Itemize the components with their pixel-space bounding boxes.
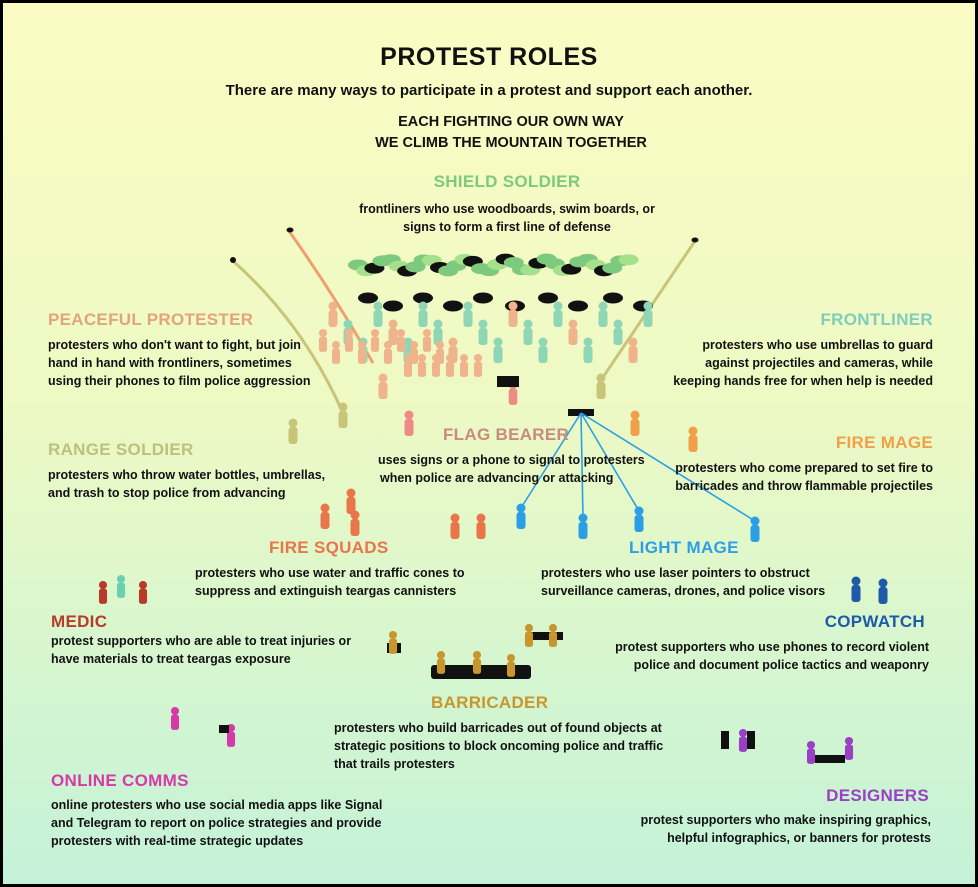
peaceful-figure-head	[397, 329, 405, 337]
copwatch-figure-head	[852, 577, 861, 586]
barricade-block	[531, 632, 563, 640]
designer-figure-body	[845, 745, 853, 760]
role-desc-light-mage	[541, 564, 825, 600]
desc-line: and Telegram to report on police strategies and provide	[51, 816, 382, 830]
role-desc-designers	[641, 811, 931, 847]
barricader-figure-body	[507, 662, 515, 677]
frontliner-umbrella	[358, 293, 378, 304]
peaceful-figure-body	[345, 337, 353, 352]
crowd-figure-head	[434, 320, 443, 329]
desc-line: suppress and extinguish teargas cannisters	[195, 584, 457, 598]
desc-line: police and document police tactics and weaponry	[633, 658, 929, 672]
role-title-peaceful-protester: PEACEFUL PROTESTER	[48, 310, 254, 329]
desc-line: signs to form a first line of defense	[403, 220, 611, 234]
peaceful-figure-head	[446, 354, 454, 362]
crowd-figure-body	[374, 310, 383, 327]
fire-mage-figure-head	[689, 427, 698, 436]
peaceful-protester-figure-body	[379, 382, 388, 399]
desc-line: protest supporters who make inspiring graphics,	[640, 813, 931, 827]
crowd-figure-body	[479, 328, 488, 345]
desc-line: strategic positions to block oncoming police and traffic	[334, 739, 664, 753]
range-soldier-figure-head	[339, 403, 348, 412]
fire-squad-figure-head	[347, 489, 356, 498]
peaceful-figure-body	[423, 337, 431, 352]
desc-line: online protesters who use social media apps like Signal	[51, 798, 383, 812]
fire-mage-figure-body	[689, 435, 698, 452]
barricader-figure-body	[437, 659, 445, 674]
range-soldier-figure-body	[339, 411, 348, 428]
peaceful-figure-body	[474, 362, 482, 377]
role-title-copwatch: COPWATCH	[824, 612, 925, 631]
peaceful-figure-head	[436, 341, 444, 349]
desc-line: when police are advancing or attacking	[380, 471, 614, 485]
crowd-figure-head	[419, 302, 428, 311]
fire-squad-figure-head	[321, 504, 330, 513]
peaceful-figure-head	[423, 329, 431, 337]
desc-line: protesters with real-time strategic updates	[51, 834, 304, 848]
crowd-figure-head	[569, 320, 578, 329]
crowd-figure-head	[644, 302, 653, 311]
frontliner-umbrella	[443, 301, 463, 312]
light-mage-figure-head	[751, 517, 760, 526]
frontliner-umbrella	[383, 301, 403, 312]
barricader-figure-head	[507, 654, 515, 662]
desc-line: protesters who don't want to fight, but join	[48, 338, 301, 352]
peaceful-figure-head	[345, 329, 353, 337]
peaceful-figure-head	[474, 354, 482, 362]
role-desc-barricader	[334, 719, 663, 773]
role-title-barricader: BARRICADER	[431, 693, 549, 712]
crowd-figure-head	[389, 320, 398, 329]
poster	[3, 3, 975, 884]
copwatch-figure-head	[879, 579, 888, 588]
page-title: PROTEST ROLES	[380, 43, 598, 71]
peaceful-protester-figure-head	[379, 374, 388, 383]
crowd-figure-head	[509, 302, 518, 311]
role-desc-fire-mage	[675, 459, 933, 495]
range-soldier-figure-head	[597, 374, 606, 383]
barricader-figure-head	[389, 631, 397, 639]
fire-squad-figure-body	[477, 522, 486, 539]
role-desc-range-soldier	[48, 466, 325, 502]
copwatch-figure-body	[879, 587, 888, 604]
crowd-figure-body	[539, 346, 548, 363]
role-desc-copwatch	[615, 638, 929, 674]
crowd-figure-head	[539, 338, 548, 347]
peaceful-figure-head	[332, 341, 340, 349]
desc-line: surveillance cameras, drones, and police visors	[541, 584, 826, 598]
pole-tip	[692, 238, 699, 243]
role-title-shield-soldier: SHIELD SOLDIER	[433, 172, 581, 191]
light-mage-figure-body	[635, 515, 644, 532]
desc-line: have materials to treat teargas exposure	[51, 652, 291, 666]
desc-line: and trash to stop police from advancing	[48, 486, 286, 500]
peaceful-figure-body	[446, 362, 454, 377]
crowd-figure-body	[329, 310, 338, 327]
peaceful-figure-body	[384, 349, 392, 364]
frontliner-umbrella	[538, 293, 558, 304]
desc-line: protesters who come prepared to set fire to	[675, 461, 933, 475]
crowd-figure-head	[584, 338, 593, 347]
crowd-figure-head	[479, 320, 488, 329]
crowd-figure-head	[599, 302, 608, 311]
role-desc-online-comms	[51, 796, 382, 850]
desc-line: protesters who use laser pointers to obstruct	[541, 566, 810, 580]
banner-board	[815, 755, 845, 763]
peaceful-figure-body	[332, 349, 340, 364]
crowd-figure-body	[494, 346, 503, 363]
online-comms-figure-head	[171, 707, 179, 715]
medic-figure-head	[117, 575, 125, 583]
desc-line: against projectiles and cameras, while	[705, 356, 933, 370]
crowd-figure-body	[629, 346, 638, 363]
role-desc-shield-soldier	[3, 200, 975, 236]
crowd-figure-body	[419, 310, 428, 327]
crowd-figure-head	[464, 302, 473, 311]
desc-line: protesters who use umbrellas to guard	[702, 338, 933, 352]
shield-umbrella	[619, 254, 639, 265]
role-title-medic: MEDIC	[51, 612, 108, 631]
role-title-online-comms: ONLINE COMMS	[51, 771, 189, 790]
peaceful-figure-body	[404, 362, 412, 377]
medic-figure-body	[99, 589, 107, 604]
desc-line: protesters who use water and traffic cones to	[195, 566, 465, 580]
desc-line: uses signs or a phone to signal to protesters	[378, 453, 645, 467]
role-title-light-mage: LIGHT MAGE	[629, 538, 739, 557]
designer-figure-body	[807, 749, 815, 764]
peaceful-protester-figure-head	[405, 411, 414, 420]
crowd-figure-head	[374, 302, 383, 311]
peaceful-figure-head	[319, 329, 327, 337]
fire-squad-figure-body	[351, 519, 360, 536]
barricader-figure-head	[549, 624, 557, 632]
online-comms-figure-body	[227, 732, 235, 747]
range-soldier-figure-head	[289, 419, 298, 428]
flag-sign	[497, 376, 519, 387]
crowd-figure-head	[329, 302, 338, 311]
motto-line-2: WE CLIMB THE MOUNTAIN TOGETHER	[375, 135, 647, 151]
crowd-figure-body	[614, 328, 623, 345]
barricader-figure-body	[525, 632, 533, 647]
barricader-figure-head	[525, 624, 533, 632]
copwatch-figure-body	[852, 585, 861, 602]
peaceful-figure-head	[404, 354, 412, 362]
role-title-flag-bearer: FLAG BEARER	[443, 425, 570, 444]
role-desc-frontliner	[673, 336, 933, 390]
peaceful-figure-body	[358, 349, 366, 364]
crowd-figure-body	[584, 346, 593, 363]
desc-line: protest supporters who use phones to record violent	[615, 640, 929, 654]
crowd-figure-body	[524, 328, 533, 345]
medic-figure-head	[99, 581, 107, 589]
crowd-figure-body	[599, 310, 608, 327]
banner-pole	[747, 731, 755, 749]
role-title-frontliner: FRONTLINER	[820, 310, 933, 329]
range-soldier-figure-body	[289, 427, 298, 444]
frontliner-umbrella	[603, 293, 623, 304]
fire-squad-figure-body	[321, 512, 330, 529]
medic-figure-body	[117, 583, 125, 598]
peaceful-figure-body	[319, 337, 327, 352]
crowd-figure-body	[644, 310, 653, 327]
phone-device	[219, 725, 229, 733]
frontliner-umbrella	[568, 301, 588, 312]
desc-line: protest supporters who are able to treat injuries or	[51, 634, 352, 648]
role-title-designers: DESIGNERS	[826, 786, 929, 805]
peaceful-figure-body	[418, 362, 426, 377]
medic-figure-head	[139, 581, 147, 589]
barricader-figure-body	[549, 632, 557, 647]
desc-line: that trails protesters	[334, 757, 455, 771]
peaceful-figure-head	[371, 329, 379, 337]
light-mage-figure-body	[517, 512, 526, 529]
medic-figure-body	[139, 589, 147, 604]
peaceful-figure-body	[371, 337, 379, 352]
flag-bearer-figure-body	[509, 389, 518, 405]
role-desc-fire-squads	[195, 564, 465, 600]
peaceful-figure-body	[460, 362, 468, 377]
role-desc-flag-bearer	[378, 451, 645, 487]
light-mage-figure-head	[635, 507, 644, 516]
online-comms-figure-body	[171, 715, 179, 730]
motto	[3, 112, 975, 154]
desc-line: frontliners who use woodboards, swim boards, or	[359, 202, 655, 216]
light-mage-figure-head	[517, 504, 526, 513]
crowd-figure-body	[554, 310, 563, 327]
frontliner-umbrella	[473, 293, 493, 304]
fire-mage-figure-head	[631, 411, 640, 420]
desc-line: protesters who throw water bottles, umbrellas,	[48, 468, 326, 482]
fire-squad-figure-body	[451, 522, 460, 539]
crowd-figure-head	[614, 320, 623, 329]
barricader-figure-body	[473, 659, 481, 674]
peaceful-figure-body	[432, 362, 440, 377]
role-desc-medic	[51, 632, 351, 668]
peaceful-figure-head	[418, 354, 426, 362]
barricader-figure-head	[437, 651, 445, 659]
desc-line: keeping hands free for when help is needed	[673, 374, 933, 388]
designer-figure-head	[845, 737, 853, 745]
fire-squad-figure-head	[351, 511, 360, 520]
desc-line: protesters who build barricades out of found objects at	[334, 721, 662, 735]
crowd-figure-head	[554, 302, 563, 311]
motto-line-1: EACH FIGHTING OUR OWN WAY	[398, 114, 624, 130]
light-mage-figure-body	[579, 522, 588, 539]
crowd-figure-body	[464, 310, 473, 327]
role-title-fire-mage: FIRE MAGE	[835, 433, 933, 452]
peaceful-figure-head	[432, 354, 440, 362]
designer-figure-head	[807, 741, 815, 749]
page-subtitle: There are many ways to participate in a protest and support each another.	[225, 82, 753, 99]
crowd-figure-head	[524, 320, 533, 329]
light-mage-figure-head	[579, 514, 588, 523]
pole-tip	[230, 257, 236, 263]
desc-line: helpful infographics, or banners for protests	[667, 831, 931, 845]
peaceful-protester-figure-body	[405, 419, 414, 436]
desc-line: using their phones to film police aggression	[48, 374, 311, 388]
light-mage-figure-body	[751, 525, 760, 542]
fire-mage-figure-body	[631, 419, 640, 436]
role-title-range-soldier: RANGE SOLDIER	[48, 440, 194, 459]
peaceful-figure-head	[358, 341, 366, 349]
peaceful-figure-head	[410, 341, 418, 349]
crowd-figure-head	[449, 338, 458, 347]
banner-pole	[721, 731, 729, 749]
peaceful-figure-head	[384, 341, 392, 349]
peaceful-figure-body	[397, 337, 405, 352]
crowd-figure-body	[509, 310, 518, 327]
role-desc-peaceful-protester	[48, 336, 311, 390]
barricader-figure-body	[389, 639, 397, 654]
desc-line: hand in hand with frontliners, sometimes	[48, 356, 292, 370]
crowd-figure-body	[569, 328, 578, 345]
desc-line: barricades and throw flammable projectiles	[675, 479, 933, 493]
role-title-fire-squads: FIRE SQUADS	[269, 538, 389, 557]
designer-figure-body	[739, 737, 747, 752]
designer-figure-head	[739, 729, 747, 737]
range-soldier-figure-body	[597, 382, 606, 399]
fire-squad-figure-head	[477, 514, 486, 523]
crowd-figure-head	[344, 320, 353, 329]
crowd-figure-head	[629, 338, 638, 347]
barricader-figure-head	[473, 651, 481, 659]
crowd-figure-head	[494, 338, 503, 347]
peaceful-figure-head	[460, 354, 468, 362]
fire-squad-figure-head	[451, 514, 460, 523]
